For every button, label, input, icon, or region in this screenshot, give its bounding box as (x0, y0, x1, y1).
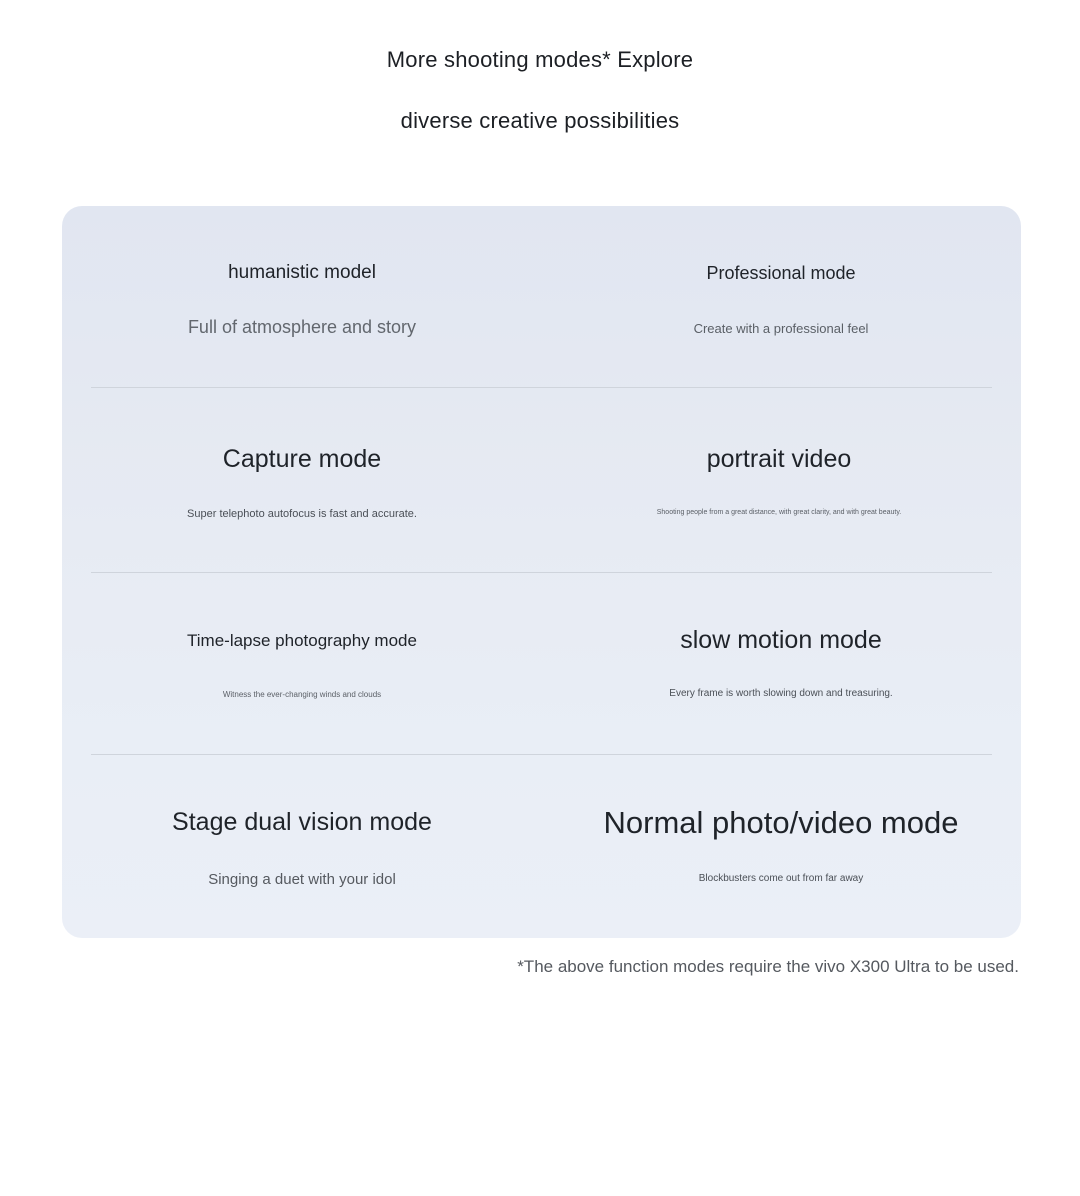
mode-description: Create with a professional feel (693, 321, 869, 336)
mode-title: Professional mode (706, 263, 856, 283)
mode-title: Capture mode (222, 445, 382, 473)
mode-description: Singing a duet with your idol (208, 871, 396, 888)
mode-card-capture (62, 388, 542, 572)
mode-title: humanistic model (228, 262, 376, 283)
mode-card-professional (541, 206, 1021, 388)
mode-title: Time-lapse photography mode (187, 631, 417, 650)
footnote: *The above function modes require the vivo X300 Ultra to be used. (517, 957, 1019, 976)
mode-card-stage-dual-vision (62, 755, 542, 938)
mode-title: slow motion mode (680, 626, 882, 654)
mode-description: Blockbusters come out from far away (698, 873, 864, 884)
mode-description: Witness the ever-changing winds and clouds (222, 690, 382, 699)
mode-card-humanistic (62, 206, 542, 388)
mode-description: Full of atmosphere and story (187, 317, 417, 337)
mode-description: Super telephoto autofocus is fast and accurate. (187, 508, 417, 520)
section-heading-line-1: More shooting modes* Explore (386, 47, 694, 72)
mode-description: Every frame is worth slowing down and treasuring. (669, 688, 893, 699)
mode-card-portrait-video (539, 388, 1019, 572)
shooting-modes-panel (62, 206, 1021, 938)
mode-description: Shooting people from a great distance, with great clarity, and with great beauty. (656, 509, 902, 516)
section-heading-line-2: diverse creative possibilities (400, 108, 680, 133)
mode-card-normal-photo-video (541, 755, 1021, 938)
mode-title: Stage dual vision mode (172, 808, 432, 836)
mode-card-slow-motion (541, 573, 1021, 754)
mode-title: portrait video (706, 445, 852, 473)
mode-card-time-lapse (62, 573, 542, 754)
mode-title: Normal photo/video mode (603, 805, 959, 840)
